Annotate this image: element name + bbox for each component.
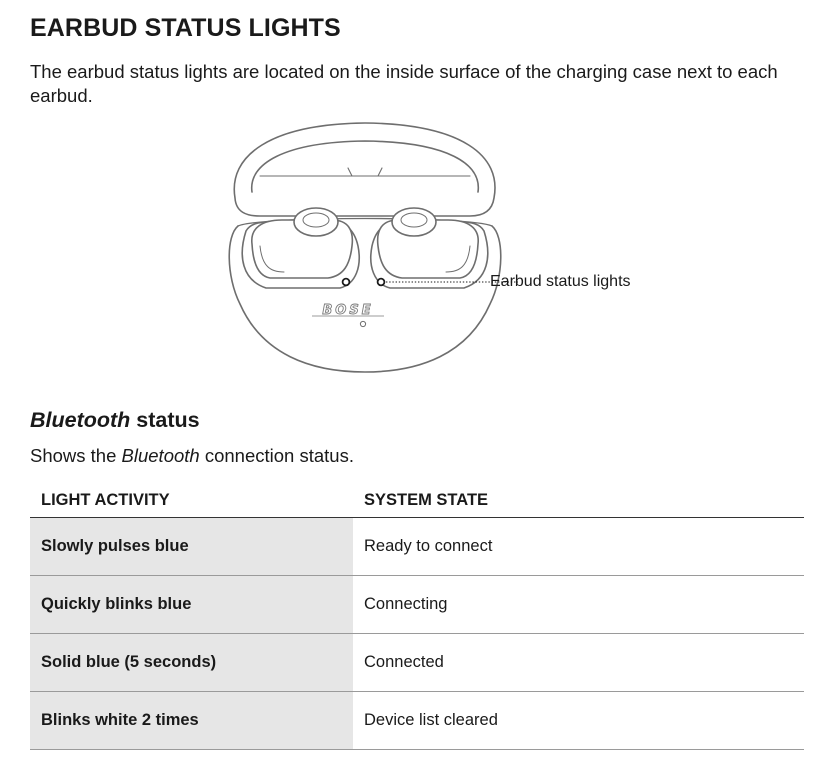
- system-state-cell: Connecting: [353, 576, 804, 634]
- system-state-cell: Connected: [353, 634, 804, 692]
- table-header-row: [30, 483, 804, 518]
- subsection-description: [30, 445, 354, 467]
- section-title: EARBUD STATUS LIGHTS: [30, 14, 341, 42]
- table-row: [30, 576, 804, 634]
- left-earbud-tip: [294, 208, 338, 236]
- table-row: [30, 692, 804, 750]
- intro-paragraph: The earbud status lights are located on the inside surface of the charging case next to each earbud.: [30, 61, 778, 106]
- status-table: [30, 483, 804, 750]
- light-activity-cell: Solid blue (5 seconds): [30, 634, 353, 692]
- case-front-indicator: [360, 321, 365, 326]
- desc-prefix: Shows the: [30, 445, 122, 466]
- header-light-activity: LIGHT ACTIVITY: [30, 483, 353, 518]
- case-lid: [234, 123, 495, 216]
- table-row: [30, 634, 804, 692]
- bose-logo: BOSE: [322, 303, 374, 318]
- subsection-title: [30, 408, 200, 433]
- right-status-light: [378, 279, 385, 286]
- subsection-title-italic: Bluetooth: [30, 408, 131, 432]
- light-activity-cell: Quickly blinks blue: [30, 576, 353, 634]
- charging-case-illustration: [200, 116, 670, 376]
- light-activity-cell: Slowly pulses blue: [30, 518, 353, 576]
- left-status-light: [343, 279, 350, 286]
- system-state-cell: Ready to connect: [353, 518, 804, 576]
- system-state-cell: Device list cleared: [353, 692, 804, 750]
- callout-label: Earbud status lights: [490, 273, 631, 290]
- right-earbud-tip: [392, 208, 436, 236]
- desc-italic: Bluetooth: [121, 445, 200, 466]
- subsection-title-rest: status: [130, 408, 200, 432]
- charging-case-drawing: [200, 116, 670, 376]
- table-row: [30, 518, 804, 576]
- case-lid-rim: [252, 141, 479, 192]
- header-system-state: SYSTEM STATE: [353, 483, 804, 518]
- desc-suffix: connection status.: [199, 445, 354, 466]
- light-activity-cell: Blinks white 2 times: [30, 692, 353, 750]
